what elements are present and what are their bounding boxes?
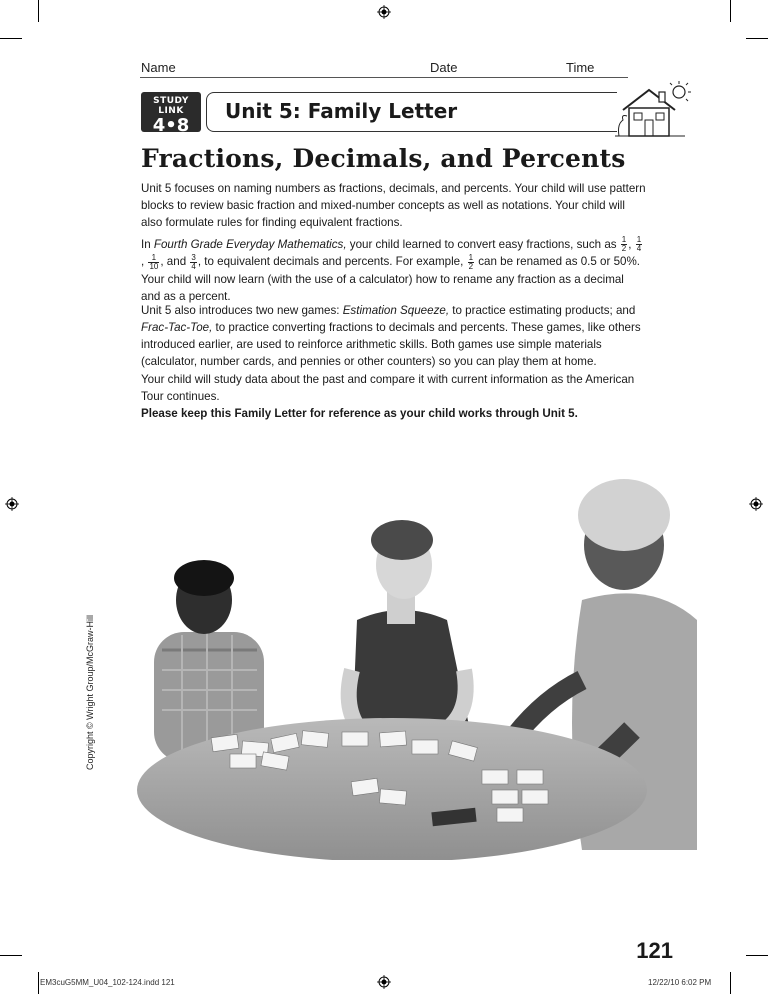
fraction-one-fourth: $\frac{1}{4}$ xyxy=(636,235,642,254)
footer-timestamp: 12/22/10 6:02 PM xyxy=(648,978,712,987)
page-number: 121 xyxy=(636,938,673,963)
book-title: Fourth Grade Everyday Mathematics, xyxy=(153,238,347,251)
paragraph-4: Your child will study data about the past and compare it with current information as the American Tour continues. xyxy=(141,373,635,403)
paragraph-1: Unit 5 focuses on naming numbers as fractions, decimals, and percents. Your child will use pattern blocks to review basic fraction and mixed-number concepts as well as notations. Your child will also formulate rules for finding equivalent fractions. xyxy=(141,182,646,229)
registration-mark-right xyxy=(749,497,763,511)
page-title: Fractions, Decimals, and Percents xyxy=(141,144,626,173)
badge-label: STUDY LINK xyxy=(153,96,189,116)
study-link-badge xyxy=(141,92,201,136)
fraction-example-half: $\frac{1}{2}$ xyxy=(468,252,474,271)
keep-letter-note: Please keep this Family Letter for reference as your child works through Unit 5. xyxy=(141,407,578,420)
badge-number: 4•8 xyxy=(152,115,190,136)
paragraph-3: Unit 5 also introduces two new games: Estimation Squeeze, to practice estimating products; and Frac-Tac-Toe, to practice converting fractions to decimals and percents. These games, like others introduced earlier, are used to reinforce arithmetic skills. Both games use simple materials (calculator, number cards, and pennies or other counters) so you can play them at home. xyxy=(141,304,641,368)
unit-title: Unit 5: Family Letter xyxy=(225,99,458,123)
date-label: Date xyxy=(430,60,458,75)
registration-mark-left xyxy=(5,497,19,511)
unit-title-box xyxy=(206,92,617,132)
name-label: Name xyxy=(141,60,176,75)
time-label: Time xyxy=(566,60,595,75)
paragraph-2: In Fourth Grade Everyday Mathematics, your child learned to convert easy fractions, such as $\frac{1}{2}$ , $\frac{1}{4}$ , $\frac{1}{10}$ , and $\frac{3}{4}$ , to equivalent decimals and percents. For example, $\frac{1}{2}$ can be renamed as 0.5 or 50%. Your child will now learn (with the use of a calculator) how to rename any fraction as a decimal and as a percent. xyxy=(141,235,642,303)
house-icon xyxy=(615,80,693,140)
game-estimation-squeeze: Estimation Squeeze, xyxy=(342,304,450,317)
registration-mark-bottom xyxy=(377,975,391,989)
fraction-three-fourths: $\frac{3}{4}$ xyxy=(191,252,196,271)
registration-mark-top xyxy=(377,5,391,19)
copyright-notice: Copyright © Wright Group/McGraw-Hill xyxy=(85,615,95,770)
boy-middle-figure xyxy=(349,520,472,740)
footer-file-info: EM3cuG5MM_U04_102-124.indd 121 xyxy=(40,978,175,987)
family-card-game-photo xyxy=(112,470,702,860)
header-rule xyxy=(140,77,628,78)
game-frac-tac-toe: Frac-Tac-Toe, xyxy=(141,321,213,334)
fraction-one-tenth: $\frac{1}{10}$ xyxy=(149,252,159,271)
fraction-one-half: $\frac{1}{2}$ xyxy=(621,235,627,254)
